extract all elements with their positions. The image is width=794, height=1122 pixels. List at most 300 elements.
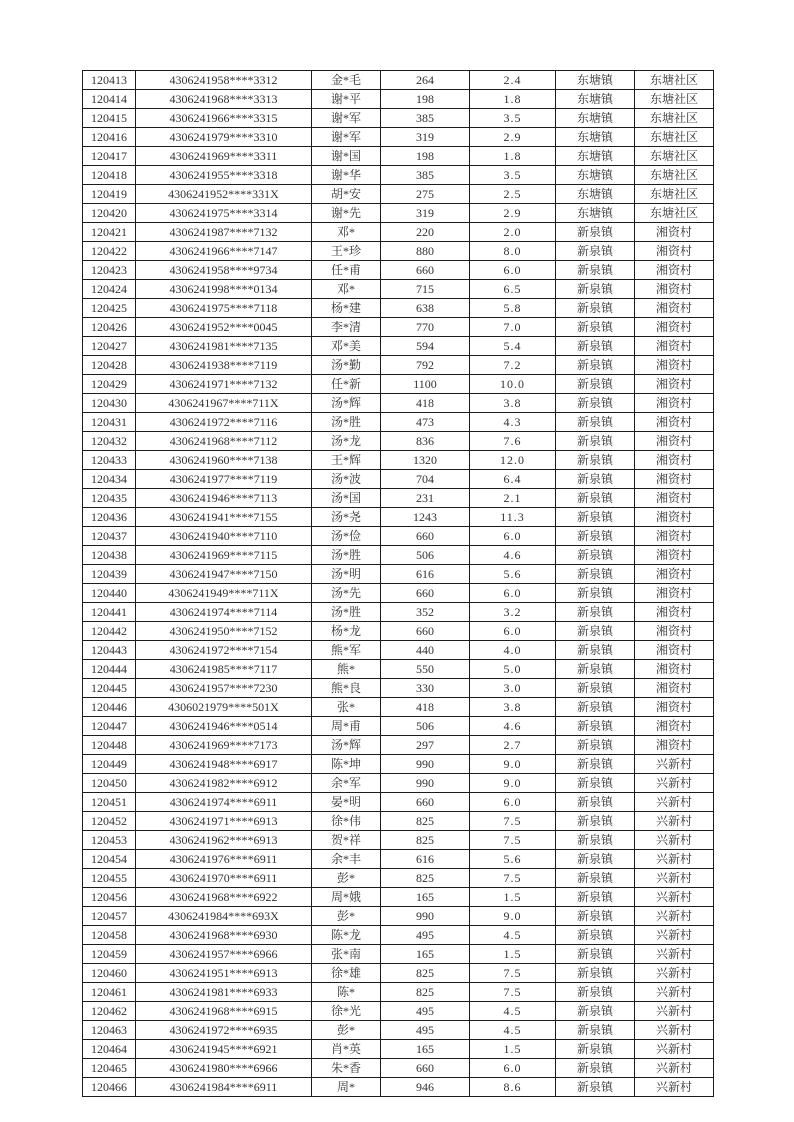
cell-amount: 660: [381, 584, 470, 603]
cell-name: 张*: [312, 698, 381, 717]
cell-town: 新泉镇: [556, 698, 635, 717]
cell-amount: 836: [381, 432, 470, 451]
table-row: [83, 337, 714, 356]
table-row: [83, 641, 714, 660]
cell-amount: 825: [381, 869, 470, 888]
table-row: [83, 470, 714, 489]
cell-id-number: 4306241960****7138: [136, 451, 312, 470]
cell-town: 新泉镇: [556, 280, 635, 299]
cell-seq: 120448: [83, 736, 136, 755]
cell-town: 新泉镇: [556, 546, 635, 565]
cell-id-number: 4306241949****711X: [136, 584, 312, 603]
cell-seq: 120456: [83, 888, 136, 907]
cell-village: 兴新村: [635, 1021, 714, 1040]
cell-village: 湘资村: [635, 622, 714, 641]
cell-town: 新泉镇: [556, 527, 635, 546]
cell-amount: 550: [381, 660, 470, 679]
cell-amount: 165: [381, 1040, 470, 1059]
cell-town: 新泉镇: [556, 508, 635, 527]
cell-id-number: 4306241968****6922: [136, 888, 312, 907]
cell-id-number: 4306241957****6966: [136, 945, 312, 964]
cell-village: 东塘社区: [635, 204, 714, 223]
cell-village: 湘资村: [635, 223, 714, 242]
cell-amount: 297: [381, 736, 470, 755]
table-row: [83, 926, 714, 945]
cell-village: 湘资村: [635, 489, 714, 508]
cell-rate: 5.6: [470, 850, 556, 869]
cell-rate: 6.0: [470, 793, 556, 812]
cell-amount: 220: [381, 223, 470, 242]
table-row: [83, 945, 714, 964]
cell-seq: 120459: [83, 945, 136, 964]
cell-village: 湘资村: [635, 660, 714, 679]
cell-rate: 4.5: [470, 1002, 556, 1021]
cell-name: 徐*雄: [312, 964, 381, 983]
cell-village: 兴新村: [635, 907, 714, 926]
table-row: [83, 983, 714, 1002]
cell-amount: 660: [381, 793, 470, 812]
cell-rate: 1.5: [470, 1040, 556, 1059]
cell-town: 新泉镇: [556, 774, 635, 793]
cell-rate: 6.0: [470, 584, 556, 603]
cell-rate: 9.0: [470, 907, 556, 926]
cell-amount: 715: [381, 280, 470, 299]
table-row: [83, 888, 714, 907]
cell-amount: 495: [381, 1021, 470, 1040]
cell-town: 新泉镇: [556, 413, 635, 432]
cell-town: 新泉镇: [556, 660, 635, 679]
cell-rate: 4.5: [470, 1021, 556, 1040]
cell-village: 东塘社区: [635, 109, 714, 128]
cell-name: 汤*胜: [312, 603, 381, 622]
cell-name: 熊*军: [312, 641, 381, 660]
cell-town: 新泉镇: [556, 907, 635, 926]
cell-town: 东塘镇: [556, 71, 635, 90]
cell-amount: 275: [381, 185, 470, 204]
cell-town: 东塘镇: [556, 204, 635, 223]
cell-amount: 660: [381, 261, 470, 280]
table-row: [83, 546, 714, 565]
cell-id-number: 4306241987****7132: [136, 223, 312, 242]
cell-town: 新泉镇: [556, 869, 635, 888]
cell-rate: 7.5: [470, 983, 556, 1002]
cell-town: 新泉镇: [556, 299, 635, 318]
cell-seq: 120461: [83, 983, 136, 1002]
cell-town: 东塘镇: [556, 147, 635, 166]
cell-town: 新泉镇: [556, 622, 635, 641]
cell-rate: 8.6: [470, 1078, 556, 1097]
cell-id-number: 4306241958****9734: [136, 261, 312, 280]
table-row: [83, 736, 714, 755]
table-row: [83, 128, 714, 147]
table-row: [83, 147, 714, 166]
cell-seq: 120418: [83, 166, 136, 185]
table-row: [83, 451, 714, 470]
cell-village: 兴新村: [635, 774, 714, 793]
cell-rate: 8.0: [470, 242, 556, 261]
cell-name: 李*清: [312, 318, 381, 337]
cell-rate: 2.4: [470, 71, 556, 90]
cell-amount: 352: [381, 603, 470, 622]
cell-town: 新泉镇: [556, 945, 635, 964]
cell-name: 汤*胜: [312, 413, 381, 432]
table-row: [83, 755, 714, 774]
cell-id-number: 4306241979****3310: [136, 128, 312, 147]
cell-rate: 6.0: [470, 1059, 556, 1078]
table-row: [83, 1059, 714, 1078]
cell-town: 新泉镇: [556, 717, 635, 736]
cell-village: 湘资村: [635, 299, 714, 318]
cell-seq: 120462: [83, 1002, 136, 1021]
table-row: [83, 375, 714, 394]
cell-id-number: 4306241969****3311: [136, 147, 312, 166]
cell-rate: 4.3: [470, 413, 556, 432]
cell-town: 新泉镇: [556, 926, 635, 945]
cell-name: 谢*军: [312, 128, 381, 147]
table-row: [83, 812, 714, 831]
cell-rate: 4.6: [470, 546, 556, 565]
cell-town: 新泉镇: [556, 489, 635, 508]
cell-town: 新泉镇: [556, 1021, 635, 1040]
cell-village: 湘资村: [635, 394, 714, 413]
cell-village: 兴新村: [635, 793, 714, 812]
cell-rate: 6.0: [470, 527, 556, 546]
cell-id-number: 4306241946****0514: [136, 717, 312, 736]
cell-rate: 4.0: [470, 641, 556, 660]
cell-seq: 120446: [83, 698, 136, 717]
cell-amount: 660: [381, 527, 470, 546]
cell-amount: 506: [381, 717, 470, 736]
cell-seq: 120464: [83, 1040, 136, 1059]
cell-town: 东塘镇: [556, 109, 635, 128]
cell-town: 新泉镇: [556, 793, 635, 812]
cell-rate: 1.5: [470, 888, 556, 907]
cell-amount: 385: [381, 109, 470, 128]
cell-town: 新泉镇: [556, 242, 635, 261]
cell-name: 任*新: [312, 375, 381, 394]
cell-seq: 120420: [83, 204, 136, 223]
cell-seq: 120413: [83, 71, 136, 90]
cell-id-number: 4306241940****7110: [136, 527, 312, 546]
cell-town: 新泉镇: [556, 850, 635, 869]
cell-village: 湘资村: [635, 546, 714, 565]
cell-village: 湘资村: [635, 432, 714, 451]
cell-id-number: 4306241982****6912: [136, 774, 312, 793]
table-row: [83, 869, 714, 888]
cell-town: 新泉镇: [556, 261, 635, 280]
cell-id-number: 4306241977****7119: [136, 470, 312, 489]
cell-village: 湘资村: [635, 242, 714, 261]
cell-amount: 594: [381, 337, 470, 356]
table-row: [83, 413, 714, 432]
cell-id-number: 4306241971****6913: [136, 812, 312, 831]
cell-seq: 120428: [83, 356, 136, 375]
table-row: [83, 850, 714, 869]
table-row: [83, 1078, 714, 1097]
cell-id-number: 4306241968****3313: [136, 90, 312, 109]
cell-seq: 120421: [83, 223, 136, 242]
cell-town: 新泉镇: [556, 679, 635, 698]
cell-village: 东塘社区: [635, 166, 714, 185]
cell-village: 湘资村: [635, 698, 714, 717]
cell-village: 湘资村: [635, 641, 714, 660]
cell-seq: 120435: [83, 489, 136, 508]
table-row: [83, 280, 714, 299]
cell-amount: 198: [381, 90, 470, 109]
cell-rate: 7.5: [470, 831, 556, 850]
cell-rate: 7.5: [470, 964, 556, 983]
cell-village: 湘资村: [635, 261, 714, 280]
cell-id-number: 4306241957****7230: [136, 679, 312, 698]
table-row: [83, 1002, 714, 1021]
cell-name: 徐*光: [312, 1002, 381, 1021]
cell-rate: 1.8: [470, 147, 556, 166]
cell-name: 汤*辉: [312, 736, 381, 755]
cell-town: 新泉镇: [556, 755, 635, 774]
cell-town: 新泉镇: [556, 356, 635, 375]
cell-town: 新泉镇: [556, 451, 635, 470]
cell-amount: 1243: [381, 508, 470, 527]
cell-seq: 120454: [83, 850, 136, 869]
cell-rate: 4.5: [470, 926, 556, 945]
cell-id-number: 4306241976****6911: [136, 850, 312, 869]
cell-name: 汤*俭: [312, 527, 381, 546]
cell-id-number: 4306241972****7116: [136, 413, 312, 432]
cell-rate: 6.0: [470, 622, 556, 641]
cell-id-number: 4306241974****7114: [136, 603, 312, 622]
cell-village: 兴新村: [635, 945, 714, 964]
cell-town: 新泉镇: [556, 1078, 635, 1097]
cell-amount: 825: [381, 812, 470, 831]
cell-village: 湘资村: [635, 356, 714, 375]
cell-id-number: 4306241971****7132: [136, 375, 312, 394]
cell-rate: 2.9: [470, 204, 556, 223]
cell-name: 周*娥: [312, 888, 381, 907]
cell-seq: 120441: [83, 603, 136, 622]
cell-village: 湘资村: [635, 451, 714, 470]
cell-rate: 7.0: [470, 318, 556, 337]
cell-id-number: 4306241962****6913: [136, 831, 312, 850]
cell-seq: 120451: [83, 793, 136, 812]
cell-id-number: 4306241952****0045: [136, 318, 312, 337]
cell-seq: 120429: [83, 375, 136, 394]
cell-village: 兴新村: [635, 812, 714, 831]
cell-amount: 616: [381, 565, 470, 584]
cell-seq: 120450: [83, 774, 136, 793]
cell-rate: 3.0: [470, 679, 556, 698]
cell-rate: 5.8: [470, 299, 556, 318]
cell-village: 兴新村: [635, 1078, 714, 1097]
cell-seq: 120460: [83, 964, 136, 983]
cell-name: 汤*勤: [312, 356, 381, 375]
cell-seq: 120422: [83, 242, 136, 261]
cell-name: 王*珍: [312, 242, 381, 261]
cell-rate: 9.0: [470, 774, 556, 793]
cell-id-number: 4306241981****6933: [136, 983, 312, 1002]
cell-rate: 7.5: [470, 869, 556, 888]
cell-town: 新泉镇: [556, 584, 635, 603]
cell-id-number: 4306241968****6930: [136, 926, 312, 945]
cell-amount: 616: [381, 850, 470, 869]
cell-seq: 120434: [83, 470, 136, 489]
cell-rate: 11.3: [470, 508, 556, 527]
cell-town: 东塘镇: [556, 185, 635, 204]
table-row: [83, 660, 714, 679]
cell-name: 余*军: [312, 774, 381, 793]
cell-amount: 825: [381, 964, 470, 983]
cell-name: 谢*国: [312, 147, 381, 166]
cell-name: 谢*先: [312, 204, 381, 223]
table-row: [83, 242, 714, 261]
table-row: [83, 964, 714, 983]
cell-name: 汤*明: [312, 565, 381, 584]
cell-town: 新泉镇: [556, 888, 635, 907]
cell-id-number: 4306241955****3318: [136, 166, 312, 185]
table-row: [83, 432, 714, 451]
cell-name: 谢*军: [312, 109, 381, 128]
cell-village: 兴新村: [635, 1059, 714, 1078]
cell-town: 新泉镇: [556, 736, 635, 755]
cell-seq: 120457: [83, 907, 136, 926]
cell-seq: 120431: [83, 413, 136, 432]
cell-seq: 120424: [83, 280, 136, 299]
cell-name: 陈*坤: [312, 755, 381, 774]
table-row: [83, 527, 714, 546]
cell-seq: 120437: [83, 527, 136, 546]
cell-id-number: 4306241951****6913: [136, 964, 312, 983]
cell-village: 湘资村: [635, 527, 714, 546]
cell-name: 谢*华: [312, 166, 381, 185]
cell-seq: 120426: [83, 318, 136, 337]
cell-town: 新泉镇: [556, 223, 635, 242]
cell-seq: 120427: [83, 337, 136, 356]
table-row: [83, 204, 714, 223]
cell-name: 汤*波: [312, 470, 381, 489]
cell-rate: 1.5: [470, 945, 556, 964]
cell-town: 新泉镇: [556, 1040, 635, 1059]
cell-seq: 120442: [83, 622, 136, 641]
table-row: [83, 489, 714, 508]
cell-village: 湘资村: [635, 318, 714, 337]
cell-seq: 120416: [83, 128, 136, 147]
cell-name: 陈*龙: [312, 926, 381, 945]
table-row: [83, 793, 714, 812]
cell-village: 湘资村: [635, 565, 714, 584]
cell-village: 兴新村: [635, 850, 714, 869]
cell-name: 周*甫: [312, 717, 381, 736]
cell-rate: 7.2: [470, 356, 556, 375]
cell-village: 兴新村: [635, 888, 714, 907]
cell-rate: 4.6: [470, 717, 556, 736]
cell-id-number: 4306241980****6966: [136, 1059, 312, 1078]
cell-village: 湘资村: [635, 736, 714, 755]
cell-id-number: 4306241968****6915: [136, 1002, 312, 1021]
cell-id-number: 4306241966****3315: [136, 109, 312, 128]
cell-name: 徐*伟: [312, 812, 381, 831]
cell-name: 肖*英: [312, 1040, 381, 1059]
cell-amount: 165: [381, 888, 470, 907]
cell-seq: 120438: [83, 546, 136, 565]
cell-id-number: 4306241938****7119: [136, 356, 312, 375]
cell-rate: 5.4: [470, 337, 556, 356]
cell-rate: 3.5: [470, 109, 556, 128]
cell-rate: 7.6: [470, 432, 556, 451]
cell-name: 胡*安: [312, 185, 381, 204]
cell-village: 湘资村: [635, 375, 714, 394]
cell-id-number: 4306241966****7147: [136, 242, 312, 261]
cell-amount: 990: [381, 907, 470, 926]
cell-amount: 319: [381, 204, 470, 223]
cell-seq: 120453: [83, 831, 136, 850]
cell-town: 东塘镇: [556, 166, 635, 185]
cell-village: 兴新村: [635, 1002, 714, 1021]
cell-rate: 3.2: [470, 603, 556, 622]
cell-amount: 264: [381, 71, 470, 90]
cell-name: 熊*: [312, 660, 381, 679]
cell-village: 东塘社区: [635, 90, 714, 109]
cell-rate: 6.0: [470, 261, 556, 280]
cell-seq: 120423: [83, 261, 136, 280]
cell-seq: 120425: [83, 299, 136, 318]
cell-seq: 120466: [83, 1078, 136, 1097]
cell-name: 汤*胜: [312, 546, 381, 565]
table-row: [83, 318, 714, 337]
cell-id-number: 4306241972****6935: [136, 1021, 312, 1040]
cell-seq: 120436: [83, 508, 136, 527]
cell-town: 新泉镇: [556, 983, 635, 1002]
cell-name: 汤*龙: [312, 432, 381, 451]
cell-town: 东塘镇: [556, 128, 635, 147]
cell-rate: 10.0: [470, 375, 556, 394]
cell-id-number: 4306241969****7115: [136, 546, 312, 565]
cell-seq: 120447: [83, 717, 136, 736]
cell-village: 湘资村: [635, 717, 714, 736]
cell-rate: 3.5: [470, 166, 556, 185]
cell-amount: 946: [381, 1078, 470, 1097]
cell-rate: 3.8: [470, 394, 556, 413]
cell-amount: 704: [381, 470, 470, 489]
cell-seq: 120430: [83, 394, 136, 413]
cell-name: 谢*平: [312, 90, 381, 109]
cell-amount: 660: [381, 1059, 470, 1078]
cell-seq: 120465: [83, 1059, 136, 1078]
cell-id-number: 4306241941****7155: [136, 508, 312, 527]
cell-seq: 120419: [83, 185, 136, 204]
table-row: [83, 622, 714, 641]
cell-amount: 1320: [381, 451, 470, 470]
cell-id-number: 4306241946****7113: [136, 489, 312, 508]
cell-seq: 120445: [83, 679, 136, 698]
table-row: [83, 698, 714, 717]
cell-town: 新泉镇: [556, 831, 635, 850]
cell-amount: 506: [381, 546, 470, 565]
cell-rate: 5.6: [470, 565, 556, 584]
cell-seq: 120417: [83, 147, 136, 166]
cell-town: 新泉镇: [556, 394, 635, 413]
cell-name: 金*毛: [312, 71, 381, 90]
cell-id-number: 4306241985****7117: [136, 660, 312, 679]
cell-amount: 198: [381, 147, 470, 166]
cell-id-number: 4306241947****7150: [136, 565, 312, 584]
table-row: [83, 679, 714, 698]
cell-id-number: 4306241974****6911: [136, 793, 312, 812]
cell-id-number: 4306241984****693X: [136, 907, 312, 926]
cell-name: 熊*良: [312, 679, 381, 698]
cell-village: 兴新村: [635, 831, 714, 850]
cell-name: 彭*: [312, 869, 381, 888]
cell-amount: 638: [381, 299, 470, 318]
cell-seq: 120433: [83, 451, 136, 470]
